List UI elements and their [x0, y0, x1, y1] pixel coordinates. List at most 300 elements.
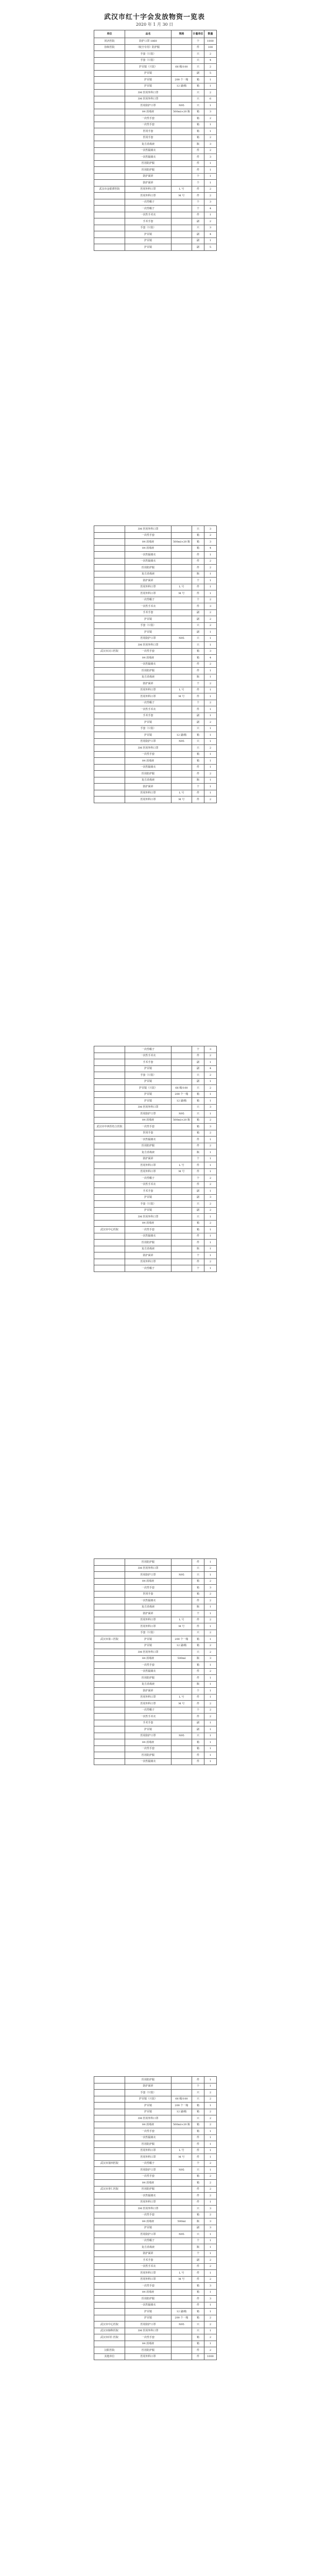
cell-qty: 2	[204, 90, 217, 96]
cell-qty: 1	[204, 2083, 217, 2090]
cell-org	[94, 571, 125, 578]
cell-item: 防护面屏	[125, 1611, 171, 1617]
cell-org: 武汉市普仁医院	[94, 2186, 125, 2193]
cell-item: 3M 医用外科口罩	[125, 1565, 171, 1572]
cell-item: 一次性手套	[125, 1585, 171, 1591]
cell-item: 医用防护服	[125, 771, 171, 777]
cell-spec	[171, 1714, 192, 1720]
cell-org	[94, 552, 125, 558]
cell-qty: 1	[204, 1752, 217, 1759]
cell-qty: 1	[204, 1059, 217, 1066]
cell-qty: 1	[204, 1246, 217, 1252]
cell-unit: 箱	[192, 1591, 204, 1598]
cell-spec	[171, 2257, 192, 2264]
cell-qty: 3	[204, 1585, 217, 1591]
cell-item: 护目镜	[125, 719, 171, 726]
cell-unit: 件	[192, 2141, 204, 2148]
cell-unit: 只	[192, 2328, 204, 2334]
cell-spec	[171, 1265, 192, 1272]
cell-qty: 6	[204, 96, 217, 103]
table-row	[94, 128, 217, 135]
table-row	[94, 186, 217, 193]
cell-item: 护目镜	[125, 244, 171, 251]
cell-unit: 件	[192, 558, 204, 565]
cell-org	[94, 2122, 125, 2128]
cell-unit: 只	[192, 1572, 204, 1579]
table-row	[94, 1117, 217, 1124]
cell-qty: 1	[204, 160, 217, 167]
table-row	[94, 584, 217, 590]
table-row	[94, 1130, 217, 1137]
cell-qty: 1	[204, 103, 217, 109]
cell-org	[94, 2199, 125, 2206]
cell-org: 武汉市汉口医院	[94, 648, 125, 655]
cell-item: 医用防护口罩	[125, 1733, 171, 1739]
cell-unit: 件	[192, 160, 204, 167]
cell-unit: 箱	[192, 1098, 204, 1105]
cell-org	[94, 1655, 125, 1662]
cell-qty: 2	[204, 1143, 217, 1149]
cell-item: 一次性手套	[125, 2334, 171, 2341]
cell-spec	[171, 648, 192, 655]
cell-spec	[171, 1668, 192, 1675]
cell-unit: 件	[192, 1168, 204, 1175]
table-row	[94, 681, 217, 687]
table-row	[94, 732, 217, 739]
cell-item: 复方消毒液	[125, 1149, 171, 1156]
cell-org	[94, 70, 125, 77]
cell-unit: 件	[192, 2147, 204, 2154]
cell-unit: 箱	[192, 732, 204, 739]
table-row	[94, 609, 217, 616]
table-row	[94, 2289, 217, 2296]
cell-org	[94, 1252, 125, 1259]
cell-item: 护目镜	[125, 616, 171, 623]
cell-item: 手套（只装）	[125, 1201, 171, 1208]
table-row	[94, 758, 217, 765]
cell-spec	[171, 2341, 192, 2347]
cell-item: 防护面屏	[125, 681, 171, 687]
cell-spec	[171, 160, 192, 167]
cell-org	[94, 725, 125, 732]
table-page	[94, 526, 216, 803]
cell-item: 复方消毒液	[125, 1681, 171, 1688]
cell-unit: 箱	[192, 1124, 204, 1130]
table-row	[94, 2283, 217, 2290]
table-row	[94, 1220, 217, 1227]
table-page	[94, 1558, 216, 1765]
cell-qty: 2	[204, 1649, 217, 1656]
cell-spec	[171, 597, 192, 603]
cell-qty: 1	[204, 1720, 217, 1726]
cell-item: 3M 医用外科口罩	[125, 642, 171, 649]
table-row	[94, 2276, 217, 2283]
cell-item: 护目镜	[125, 70, 171, 77]
cell-item: 3M 医用外科口罩	[125, 2206, 171, 2212]
cell-spec	[171, 2353, 192, 2360]
cell-org	[94, 2289, 125, 2296]
cell-spec: 200 个一箱	[171, 1636, 192, 1643]
cell-spec: 66 级/100	[171, 1085, 192, 1092]
cell-org	[94, 57, 125, 64]
cell-item: 护目镜	[125, 1636, 171, 1643]
supplies-table	[94, 1558, 217, 1765]
cell-unit: 副	[192, 1194, 204, 1201]
cell-qty: 2	[204, 616, 217, 623]
cell-item: 84 消毒液	[125, 1117, 171, 1124]
cell-item: 防护面屏	[125, 180, 171, 187]
cell-qty: 1000	[204, 2353, 217, 2360]
cell-qty: 1	[204, 668, 217, 674]
cell-spec	[171, 2244, 192, 2251]
cell-item: 一次性手术衣	[125, 1053, 171, 1059]
cell-unit: 副	[192, 1059, 204, 1066]
table-row	[94, 1636, 217, 1643]
cell-qty: 1	[204, 777, 217, 784]
cell-spec	[171, 1227, 192, 1233]
table-row	[94, 2347, 217, 2354]
cell-org	[94, 1078, 125, 1085]
cell-unit: 箱	[192, 1585, 204, 1591]
cell-spec	[171, 674, 192, 681]
cell-unit: 箱	[192, 532, 204, 539]
cell-unit: 只	[192, 1201, 204, 1208]
cell-item: 一次性帽子	[125, 1265, 171, 1272]
table-row	[94, 1752, 217, 1759]
cell-unit: 件	[192, 1623, 204, 1630]
cell-spec	[171, 1688, 192, 1694]
table-row	[94, 199, 217, 206]
cell-unit: 箱	[192, 539, 204, 546]
table-row	[94, 2315, 217, 2321]
cell-item: 护目镜	[125, 2109, 171, 2115]
cell-org	[94, 193, 125, 199]
cell-org	[94, 1585, 125, 1591]
cell-unit: 副	[192, 244, 204, 251]
cell-org: 汉阳医院	[94, 2347, 125, 2354]
cell-qty: 1	[204, 2128, 217, 2135]
cell-org	[94, 1662, 125, 1669]
table-row	[94, 1591, 217, 1598]
cell-qty: 4	[204, 1065, 217, 1072]
cell-qty: 2	[204, 1617, 217, 1623]
cell-unit: 瓶	[192, 1246, 204, 1252]
cell-item: 医用防护服	[125, 160, 171, 167]
cell-org	[94, 1565, 125, 1572]
table-row	[94, 160, 217, 167]
cell-item: 一次性隔离衣	[125, 558, 171, 565]
cell-unit: 只	[192, 1072, 204, 1079]
cell-org	[94, 1117, 125, 1124]
table-row	[94, 687, 217, 693]
cell-qty: 1	[204, 1636, 217, 1643]
cell-item: 一次性帽子	[125, 2160, 171, 2167]
cell-unit: 副	[192, 70, 204, 77]
cell-spec: L 号	[171, 1694, 192, 1701]
cell-spec	[171, 2289, 192, 2296]
cell-qty: 1	[204, 635, 217, 642]
cell-item: 医用防护服	[125, 668, 171, 674]
cell-qty: 1	[204, 764, 217, 771]
table-row	[94, 167, 217, 174]
table-row	[94, 668, 217, 674]
cell-unit: 件	[192, 2302, 204, 2309]
cell-org	[94, 90, 125, 96]
table-row	[94, 719, 217, 726]
cell-qty: 1	[204, 167, 217, 174]
cell-spec	[171, 96, 192, 103]
table-row	[94, 1104, 217, 1111]
table-row	[94, 1739, 217, 1746]
cell-qty: 2	[204, 771, 217, 777]
cell-item: 医用防护口罩	[125, 738, 171, 745]
cell-qty: 2	[204, 51, 217, 58]
cell-org	[94, 180, 125, 187]
table-row	[94, 1642, 217, 1649]
cell-spec	[171, 180, 192, 187]
table-row	[94, 777, 217, 784]
cell-org	[94, 532, 125, 539]
cell-item: 一次性手套	[125, 2283, 171, 2290]
cell-spec	[171, 2193, 192, 2199]
cell-org	[94, 1642, 125, 1649]
header-org: 单位	[94, 30, 125, 38]
cell-qty: 2	[204, 2115, 217, 2122]
cell-org	[94, 2096, 125, 2103]
cell-org	[94, 225, 125, 231]
cell-qty: 1	[204, 1098, 217, 1105]
cell-spec	[171, 1201, 192, 1208]
table-row	[94, 1137, 217, 1143]
cell-spec	[171, 2347, 192, 2354]
cell-qty: 2	[204, 1220, 217, 1227]
cell-org	[94, 622, 125, 629]
cell-spec	[171, 115, 192, 122]
table-row	[94, 603, 217, 610]
cell-qty: 1	[204, 1162, 217, 1169]
cell-org	[94, 2341, 125, 2347]
cell-item: 一次性手术衣	[125, 2263, 171, 2270]
cell-unit: 箱	[192, 1739, 204, 1746]
cell-unit: 箱	[192, 2128, 204, 2135]
cell-unit: 瓶	[192, 1604, 204, 1611]
table-row	[94, 1265, 217, 1272]
table-row	[94, 147, 217, 154]
cell-org	[94, 1733, 125, 1739]
table-row	[94, 784, 217, 790]
cell-qty: 4	[204, 655, 217, 662]
cell-qty: 1	[204, 1681, 217, 1688]
cell-org	[94, 738, 125, 745]
cell-qty: 1	[204, 1149, 217, 1156]
cell-org	[94, 1046, 125, 1053]
cell-unit: 箱	[192, 1642, 204, 1649]
cell-spec	[171, 616, 192, 623]
cell-spec	[171, 1649, 192, 1656]
cell-item: 一次性手套	[125, 2212, 171, 2218]
cell-unit: 副	[192, 1720, 204, 1726]
cell-org	[94, 539, 125, 546]
cell-unit: 箱	[192, 2315, 204, 2321]
cell-qty: 1	[204, 1156, 217, 1162]
cell-item: 复方消毒液	[125, 571, 171, 578]
cell-spec	[171, 1745, 192, 1752]
cell-qty: 1	[204, 2103, 217, 2109]
cell-qty: 1	[204, 2141, 217, 2148]
table-row	[94, 552, 217, 558]
cell-unit: 件	[192, 790, 204, 796]
cell-unit: 件	[192, 2193, 204, 2199]
cell-qty: 2	[204, 2096, 217, 2103]
cell-spec: N95	[171, 2167, 192, 2174]
cell-item: 一次性隔离衣	[125, 2302, 171, 2309]
cell-org	[94, 1104, 125, 1111]
cell-qty: 2	[204, 609, 217, 616]
cell-qty: 4	[204, 231, 217, 238]
cell-item: 一次性手套	[125, 122, 171, 128]
cell-org	[94, 616, 125, 623]
cell-unit: 件	[192, 1598, 204, 1604]
cell-item: 医用外科口罩	[125, 687, 171, 693]
table-row	[94, 616, 217, 623]
cell-spec	[171, 38, 192, 45]
table-row	[94, 661, 217, 668]
cell-org	[94, 526, 125, 533]
cell-spec: 12 副/箱	[171, 83, 192, 90]
table-row	[94, 693, 217, 700]
cell-qty: 1	[204, 2238, 217, 2244]
cell-org	[94, 745, 125, 752]
cell-item: 防护口罩 1860	[125, 38, 171, 45]
cell-org	[94, 597, 125, 603]
cell-spec	[171, 764, 192, 771]
cell-qty: 2	[204, 2276, 217, 2283]
cell-qty: 3	[204, 199, 217, 206]
cell-spec	[171, 122, 192, 128]
cell-item: 防护面屏	[125, 173, 171, 180]
cell-qty: 2	[204, 2257, 217, 2264]
cell-spec	[171, 745, 192, 752]
table-row	[94, 1675, 217, 1682]
cell-spec: L 号	[171, 1617, 192, 1623]
cell-item: 手术手套	[125, 609, 171, 616]
cell-unit: 件	[192, 552, 204, 558]
cell-unit: 副	[192, 1065, 204, 1072]
cell-qty: 2	[204, 2180, 217, 2187]
table-row	[94, 2077, 217, 2083]
cell-item: 护目镜	[125, 1642, 171, 1649]
cell-qty: 3	[204, 2283, 217, 2290]
cell-item: 医用防护口罩	[125, 635, 171, 642]
cell-spec: 200 个一箱	[171, 2103, 192, 2109]
cell-org	[94, 173, 125, 180]
cell-spec	[171, 212, 192, 218]
cell-spec	[171, 751, 192, 758]
cell-spec	[171, 565, 192, 571]
cell-unit: 只	[192, 57, 204, 64]
cell-spec	[171, 1143, 192, 1149]
cell-spec	[171, 1604, 192, 1611]
cell-org	[94, 2147, 125, 2154]
cell-qty: 2	[204, 700, 217, 706]
table-row	[94, 70, 217, 77]
cell-item: 复方消毒液	[125, 1246, 171, 1252]
cell-qty: 1	[204, 1572, 217, 1579]
cell-spec: 500ml×20 瓶	[171, 539, 192, 546]
cell-qty: 3	[204, 539, 217, 546]
cell-item: 3M 医用外科口罩	[125, 1649, 171, 1656]
cell-org	[94, 1053, 125, 1059]
cell-item: 医用手套	[125, 1130, 171, 1137]
cell-unit: 箱	[192, 655, 204, 662]
cell-spec	[171, 1156, 192, 1162]
cell-unit: 件	[192, 2270, 204, 2277]
table-row	[94, 655, 217, 662]
cell-org	[94, 1059, 125, 1066]
cell-unit: 只	[192, 2321, 204, 2328]
cell-spec: N95	[171, 1572, 192, 1579]
cell-spec: 200 个一箱	[171, 77, 192, 83]
document-date: 2020 年 1 月 30 日	[135, 22, 174, 27]
cell-unit: 箱	[192, 751, 204, 758]
cell-item: 84 消毒液	[125, 1220, 171, 1227]
cell-qty: 1	[204, 687, 217, 693]
table-row	[94, 193, 217, 199]
cell-spec: N95	[171, 1111, 192, 1117]
cell-item: 医用外科口罩	[125, 193, 171, 199]
cell-org	[94, 167, 125, 174]
cell-spec: L 号	[171, 186, 192, 193]
cell-spec: L 号	[171, 2147, 192, 2154]
cell-org	[94, 2173, 125, 2180]
cell-org	[94, 2257, 125, 2264]
cell-qty: 2	[204, 1181, 217, 1188]
table-header-row	[94, 30, 217, 38]
cell-unit: 箱	[192, 134, 204, 141]
cell-org	[94, 700, 125, 706]
table-row	[94, 1720, 217, 1726]
cell-org	[94, 1098, 125, 1105]
cell-org	[94, 1649, 125, 1656]
cell-org	[94, 609, 125, 616]
cell-item: 3M 医用外科口罩	[125, 526, 171, 533]
cell-spec	[171, 545, 192, 552]
cell-spec: N95	[171, 635, 192, 642]
cell-unit: 件	[192, 212, 204, 218]
cell-spec: L 号	[171, 584, 192, 590]
cell-unit: 副	[192, 616, 204, 623]
cell-org	[94, 2193, 125, 2199]
cell-org	[94, 218, 125, 225]
cell-org	[94, 2141, 125, 2148]
cell-item: 3M 医用外科口罩	[125, 2328, 171, 2334]
cell-qty: 2	[204, 1201, 217, 1208]
table-row	[94, 1188, 217, 1195]
cell-org	[94, 1694, 125, 1701]
cell-spec	[171, 1565, 192, 1572]
cell-item: 一次性隔离衣	[125, 147, 171, 154]
cell-qty: 1	[204, 2250, 217, 2257]
cell-unit: 件	[192, 565, 204, 571]
cell-item: 一次性手套	[125, 751, 171, 758]
cell-unit: 个	[192, 1611, 204, 1617]
cell-spec	[171, 2212, 192, 2218]
cell-unit: 只	[192, 1085, 204, 1092]
cell-org	[94, 2167, 125, 2174]
cell-spec: N95	[171, 103, 192, 109]
cell-unit: 只	[192, 745, 204, 752]
table-row	[94, 1598, 217, 1604]
